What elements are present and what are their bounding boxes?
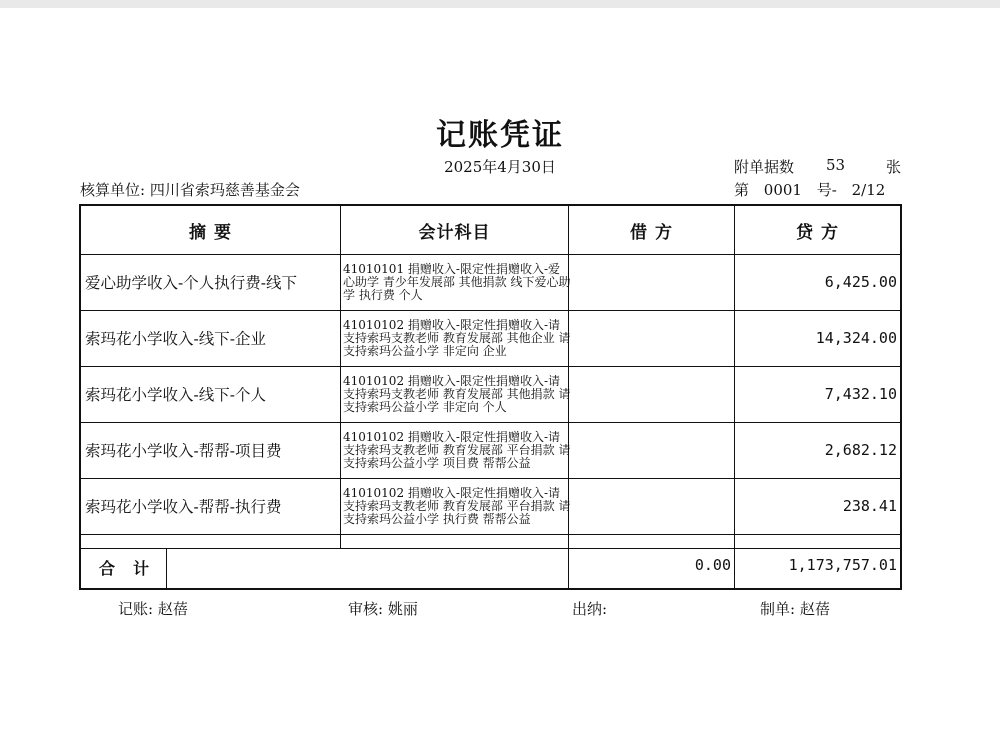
- row-credit: 7,432.10: [824, 385, 897, 403]
- footer-bookkeeper: 记账: 赵蓓: [118, 600, 188, 618]
- row-summary: 索玛花小学收入-线下-企业: [85, 330, 266, 348]
- unit-label: 核算单位:: [80, 181, 146, 199]
- row-account: 41010102 捐赠收入-限定性捐赠收入-请支持索玛支教老师 教育发展部 平台捐款 请支持索玛公益小学 执行费 帮帮公益: [343, 485, 571, 526]
- row-summary: 爱心助学收入-个人执行费-线下: [85, 274, 297, 292]
- row-summary: 索玛花小学收入-帮帮-执行费: [85, 498, 282, 516]
- number-prefix: 第: [734, 181, 750, 199]
- row-account: 41010102 捐赠收入-限定性捐赠收入-请支持索玛支教老师 教育发展部 平台捐款 请支持索玛公益小学 项目费 帮帮公益: [343, 429, 571, 470]
- voucher-table: [79, 204, 902, 590]
- attachments-number: 53: [826, 156, 846, 174]
- header-debit: 借 方: [630, 222, 673, 243]
- total-debit: 0.00: [694, 556, 731, 574]
- scan-top-band: [0, 0, 1000, 8]
- total-credit: 1,173,757.01: [788, 556, 897, 574]
- voucher-number: [734, 179, 895, 200]
- total-divider: [81, 548, 900, 549]
- row-credit: 2,682.12: [824, 441, 897, 459]
- row-account: 41010102 捐赠收入-限定性捐赠收入-请支持索玛支教老师 教育发展部 其他企业 请支持索玛公益小学 非定向 企业: [343, 317, 571, 358]
- row-summary: 索玛花小学收入-线下-个人: [85, 386, 266, 404]
- header-credit: 贷 方: [796, 222, 839, 243]
- row-divider: [81, 534, 900, 535]
- row-account: 41010102 捐赠收入-限定性捐赠收入-请支持索玛支教老师 教育发展部 其他捐款 请支持索玛公益小学 非定向 个人: [343, 373, 571, 414]
- accounting-unit: [80, 179, 300, 200]
- column-divider: [340, 206, 341, 548]
- header-account: 会计科目: [418, 222, 491, 243]
- attachments-count: [734, 156, 902, 177]
- number-value: 0001: [763, 181, 802, 199]
- number-suffix: 号-: [816, 181, 837, 199]
- row-summary: 索玛花小学收入-帮帮-项目费: [85, 442, 282, 460]
- unit-name: 四川省索玛慈善基金会: [149, 181, 300, 199]
- footer-preparer: 制单: 赵蓓: [760, 600, 830, 618]
- total-label: 合计: [99, 559, 168, 578]
- row-credit: 14,324.00: [815, 329, 897, 347]
- page-indicator: 2/12: [851, 181, 886, 199]
- header-summary: 摘 要: [189, 222, 232, 243]
- column-divider: [734, 206, 735, 590]
- row-account: 41010101 捐赠收入-限定性捐赠收入-爱心助学 青少年发展部 其他捐款 线下爱心助学 执行费 个人: [343, 261, 571, 302]
- attachments-unit: 张: [886, 158, 902, 176]
- voucher-date: 2025年4月30日: [444, 158, 556, 176]
- footer-reviewer: 审核: 姚丽: [348, 600, 418, 618]
- attachments-label: 附单据数: [734, 158, 795, 176]
- row-credit: 6,425.00: [824, 273, 897, 291]
- footer-cashier: 出纳:: [572, 600, 608, 618]
- row-credit: 238.41: [842, 497, 897, 515]
- voucher-title: 记账凭证: [436, 118, 564, 153]
